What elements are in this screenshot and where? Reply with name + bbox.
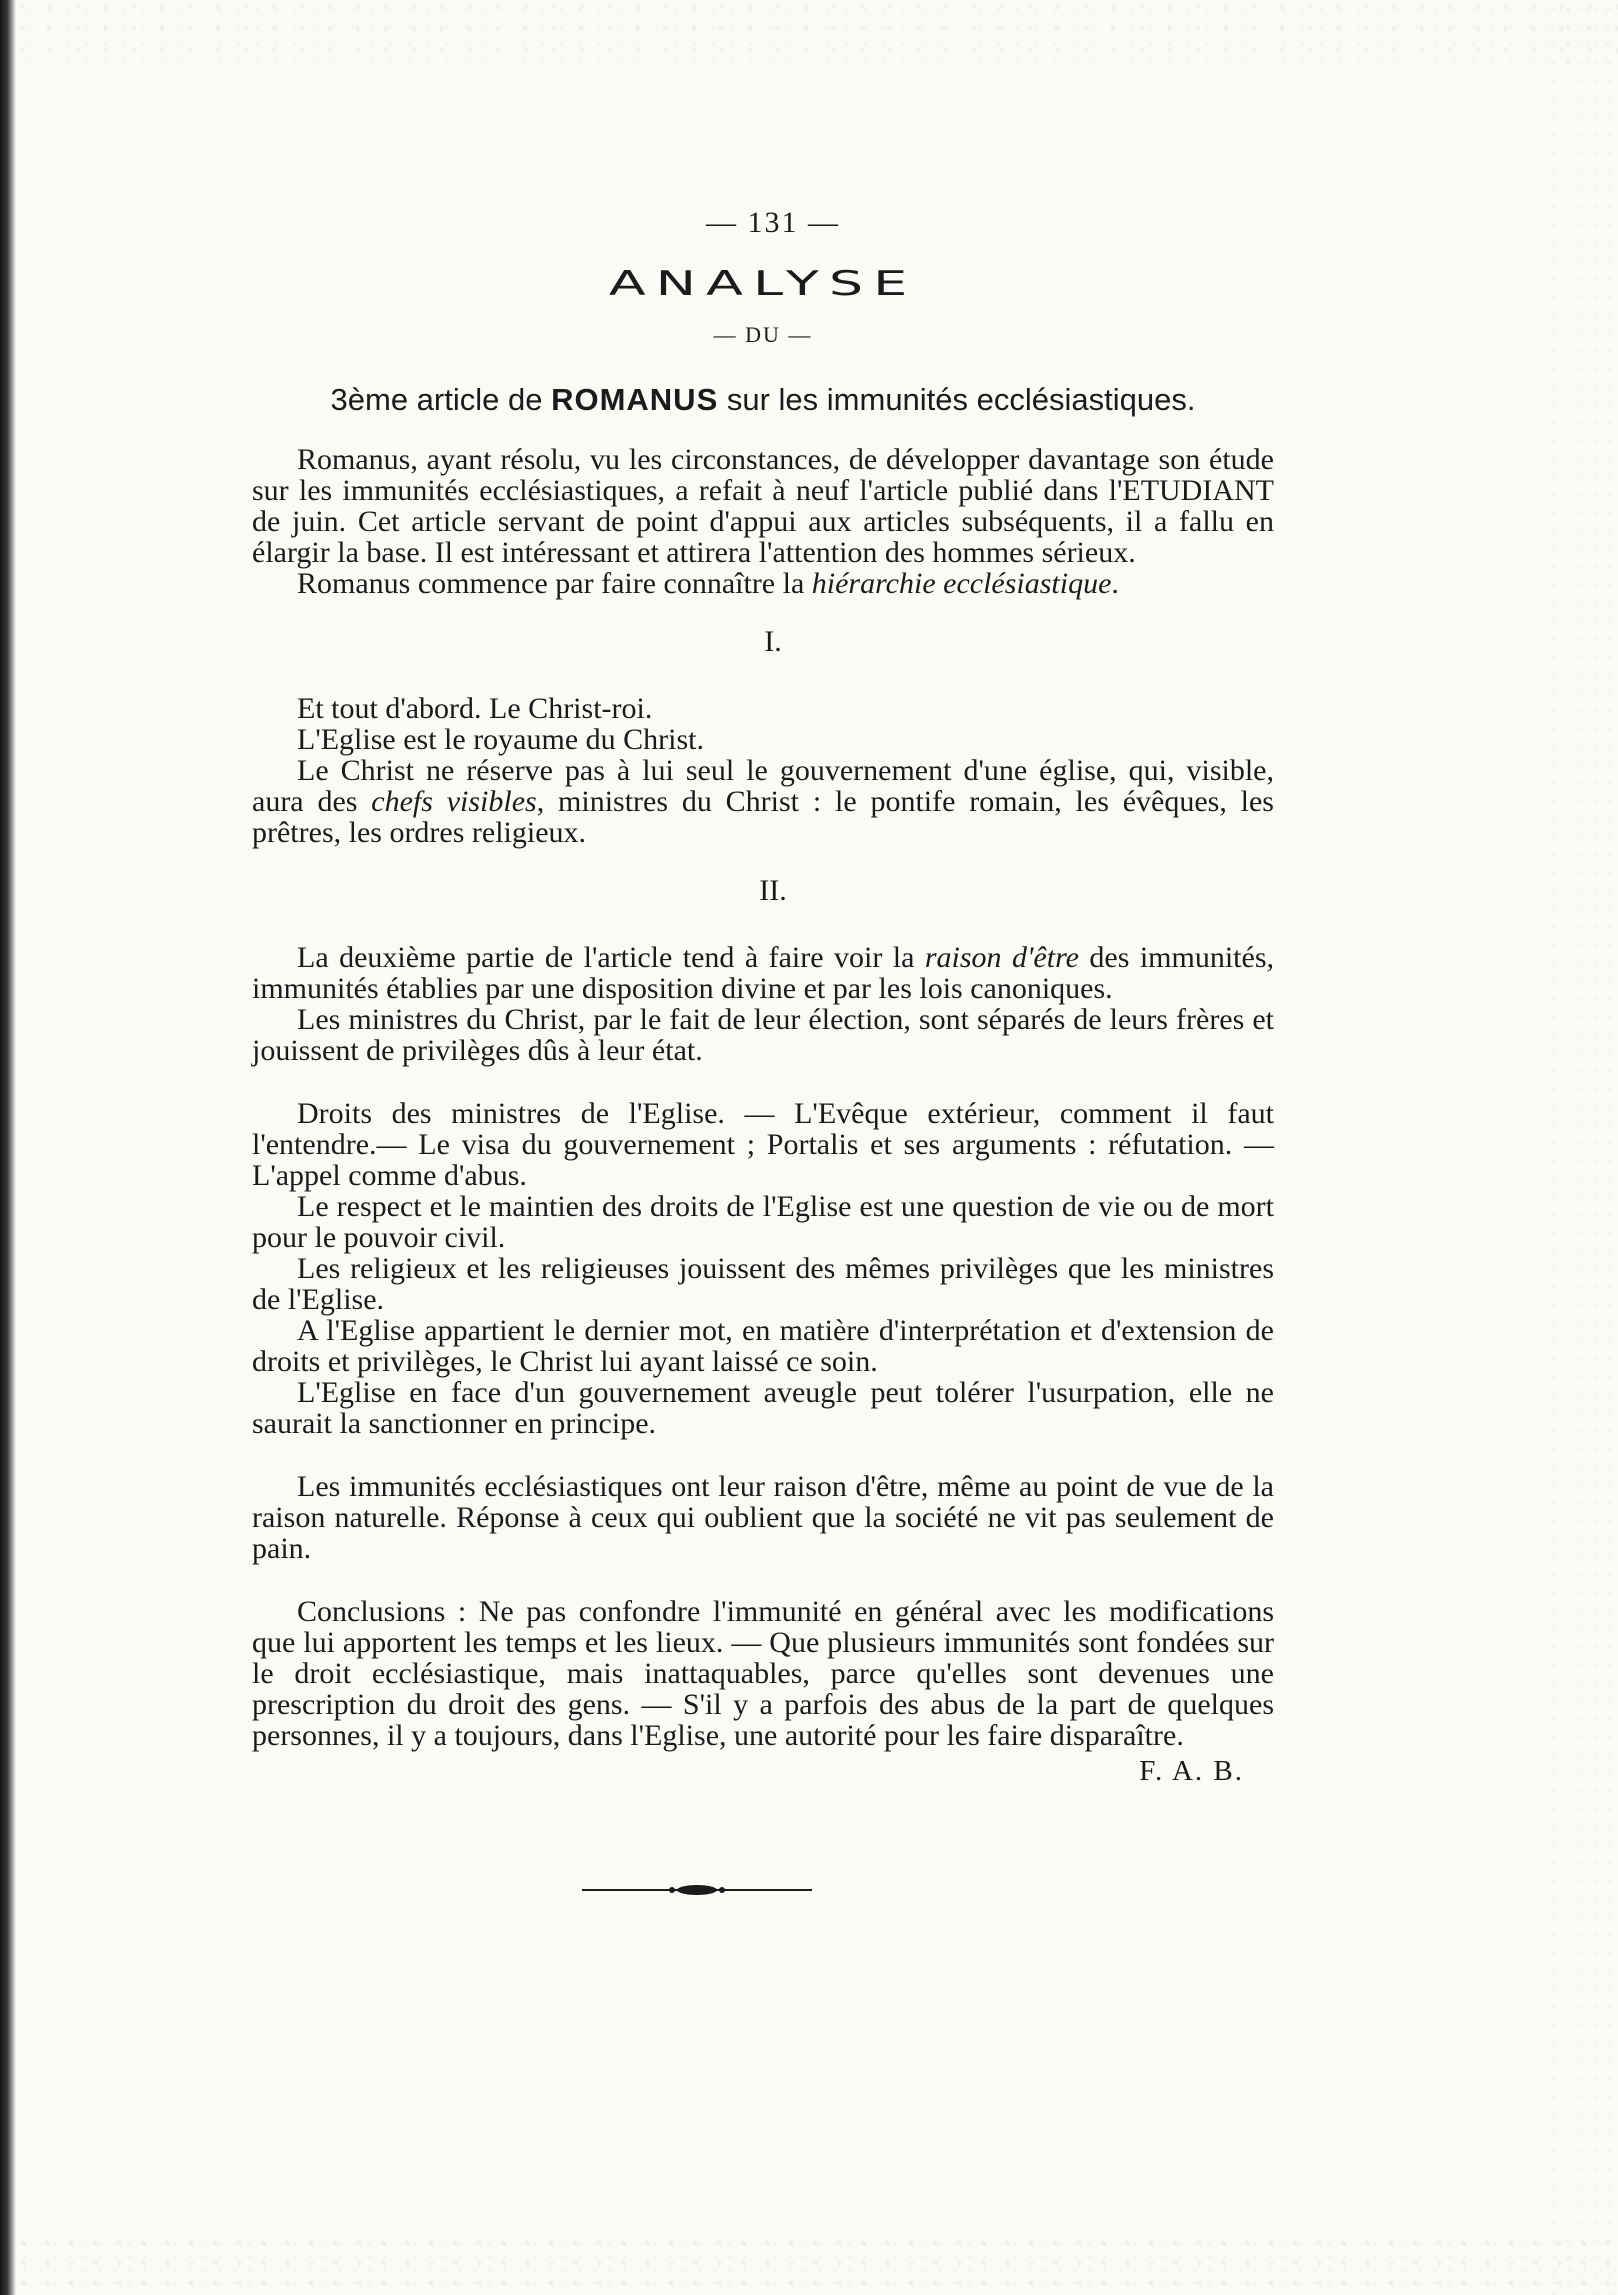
paper-speckle-top	[16, 0, 1618, 70]
section-heading-1: I.	[764, 625, 782, 658]
paper-speckle-right	[1548, 0, 1618, 2295]
section-2-paragraph-8: Les immunités ecclésiastiques ont leur raison d'être, même au point de vue de la raison naturelle. Réponse à ceux qui oublient que la société ne vit pas seulement de pain.	[252, 1470, 1274, 1565]
paragraph-gap	[252, 1564, 1274, 1596]
section-2-paragraph-6: A l'Eglise appartient le dernier mot, en matière d'interprétation et d'extension de droits et privilèges, le Christ lui ayant laissé ce soin.	[252, 1314, 1274, 1378]
section-2-paragraph-3: Droits des ministres de l'Eglise. — L'Evêque extérieur, comment il faut l'entendre.— Le visa du gouvernement ; Portalis et ses arguments : réfutation. — L'appel comme d'abus.	[252, 1097, 1274, 1192]
section-2-paragraph-7: L'Eglise en face d'un gouvernement aveugle peut tolérer l'usurpation, elle ne saurait la sanctionner en principe.	[252, 1376, 1274, 1440]
page-number: — 131 —	[706, 206, 840, 239]
section-1-line-2: L'Eglise est le royaume du Christ.	[297, 723, 704, 756]
intro-paragraph-1: Romanus, ayant résolu, vu les circonstances, de développer davantage son étude sur les immunités ecclésiastiques, a refait à neuf l'article publié dans l'ETUDIANT de juin. Cet article servant de point d'appui aux articles subséquents, il a fallu en élargir la base. Il est intéressant et attirera l'attention des hommes sérieux.	[252, 443, 1274, 569]
section-heading-2: II.	[759, 874, 787, 907]
ornament-divider	[582, 1880, 812, 1900]
document-page	[252, 206, 1274, 1788]
intro-paragraph-2	[252, 568, 1274, 599]
section-2-p1-prefix: La deuxième partie de l'article tend à faire voir la	[297, 941, 925, 974]
subtitle-prefix: 3ème article de	[330, 382, 552, 417]
section-2-paragraph-4: Le respect et le maintien des droits de l'Eglise est une question de vie ou de mort pour le pouvoir civil.	[252, 1190, 1274, 1254]
signature: F. A. B.	[1139, 1755, 1244, 1787]
section-1-lines	[252, 693, 1274, 755]
section-1-line-1: Et tout d'abord. Le Christ-roi.	[297, 692, 653, 725]
section-1-p3-suffix: , ministres du Christ : le pontife romain, les évêques, les prêtres, les ordres religieux.	[252, 785, 1274, 849]
article-body	[252, 444, 1274, 1788]
section-1-p3-italic: chefs visibles	[371, 785, 537, 818]
book-binding-edge	[0, 0, 16, 2295]
paragraph-gap	[252, 1066, 1274, 1098]
section-1-p3-prefix: Le Christ ne réserve pas à lui seul le gouvernement d'une église, qui, visible, aura des	[252, 754, 1274, 818]
article-subtitle	[252, 382, 1274, 418]
section-1-paragraph	[252, 755, 1274, 848]
section-2-p1-italic: raison d'être	[924, 941, 1079, 974]
section-2-paragraph-2: Les ministres du Christ, par le fait de leur élection, sont séparés de leurs frères et jouissent de privilèges dûs à leur état.	[252, 1003, 1274, 1067]
section-2-paragraph-1	[252, 942, 1274, 1004]
title-connector: — DU —	[713, 322, 813, 347]
intro-p2-italic: hiérarchie ecclésiastique	[811, 567, 1112, 600]
intro-p2-prefix: Romanus commence par faire connaître la	[297, 567, 812, 600]
subtitle-author: ROMANUS	[551, 382, 719, 417]
paragraph-gap	[252, 1439, 1274, 1471]
section-2-p1-suffix: des immunités, immunités établies par une disposition divine et par les lois canoniques.	[252, 941, 1274, 1005]
page-title	[252, 254, 1274, 314]
title-text: ANALYSE	[608, 264, 918, 304]
paper-speckle-bottom	[16, 2235, 1618, 2295]
intro-p2-suffix: .	[1111, 567, 1119, 600]
section-2-paragraph-9: Conclusions : Ne pas confondre l'immunité en général avec les modifications que lui apportent les temps et les lieux. — Que plusieurs immunités sont fondées sur le droit ecclésiastique, mais inattaquables, parce qu'elles sont devenues une prescription du droit des gens. — S'il y a parfois des abus de la part de quelques personnes, il y a toujours, dans l'Eglise, une autorité pour les faire disparaître.	[252, 1595, 1274, 1752]
subtitle-suffix: sur les immunités ecclésiastiques.	[718, 382, 1196, 417]
section-2-paragraph-5: Les religieux et les religieuses jouissent des mêmes privilèges que les ministres de l'Eglise.	[252, 1252, 1274, 1316]
